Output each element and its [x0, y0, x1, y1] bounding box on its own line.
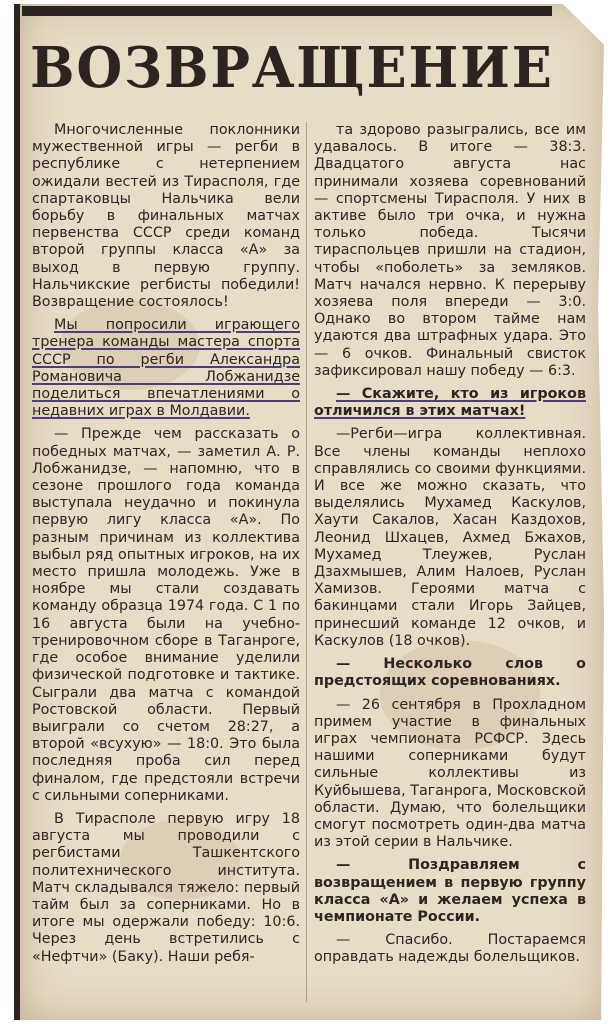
- paragraph-players: —Регби—игра коллективная. Все члены команды неплохо справлялись со своими функциями. И все же можно сказать, что выделялись Мухамед Каскулов, Хаути Сакалов, Хасан Каздохов, Леонид Шхацев, Ахмед Бжахов, Мухамед Тлеужев, Руслан Дзахмышев, Алим Налоев, Руслан Хамизов. Героями матча с бакинцами стали Игорь Зайцев, принесший команде 12 очков, и Каскулов (18 очков).: [314, 426, 586, 649]
- paragraph-thanks: — Спасибо. Постараемся оправдать надежды болельщиков.: [314, 932, 586, 966]
- column-divider: [306, 122, 307, 1002]
- paragraph-continuation: та здорово разыгрались, все им удавалось. В итоге — 38:3. Двадцатого августа нас принимали хозяева соревнований — спортсмены Тирасполя. У них в активе было три очка, и нужна только победа. Тысячи тираспольцев пришли на стадион, чтобы «поболеть» за земляков. Матч начался нервно. К перерыву хозяева поля впереди — 3:0. Однако во втором тайме нам удаются два штрафных удара. Это — 6 очков. Финальный свисток зафиксировал нашу победу — 6:3.: [314, 122, 586, 379]
- paragraph-answer: — Прежде чем рассказать о победных матчах, — заметил А. Р. Лобжанидзе, — напомню, что в сезоне прошлого года команда выступала неудачно и покинула первую лигу класса «А». По разным причинам из коллектива выбыл ряд опытных игроков, на их место пришла молодежь. Уже в ноябре мы стали создавать команду образца 1974 года. С 1 по 16 августа были на учебно-тренировочном сборе в Таганроге, где особое внимание уделили физической подготовке и тактике. Сыграли два матча с командой Ростовской области. Первый выиграли со счетом 28:27, а второй «всухую» — 18:0. Это была последняя проба сил перед финалом, где предстояли встречи с сильными соперниками.: [32, 426, 300, 804]
- question-players: — Скажите, кто из игроков отличился в этих матчах!: [314, 386, 586, 420]
- paragraph-request: Мы попросили играющего тренера команды мастера спорта СССР по регби Александра Романовича Лобжанидзе поделиться впечатлениями о недавних играх в Молдавии.: [32, 317, 300, 420]
- paragraph-intro: Многочисленные поклонники мужественной игры — регби в республике с нетерпением ожидали вестей из Тирасполя, где спартаковцы Нальчика вели борьбу в финальных матчах первенства СССР среди команд второй группы класса «А» за выход в первую группу. Нальчикские регбисты победили! Возвращение состоялось!: [32, 122, 300, 311]
- article-right-column: [314, 122, 586, 967]
- article-headline: ВОЗВРАЩЕНИЕ: [30, 35, 554, 101]
- paragraph-tiraspol: В Тирасполе первую игру 18 августа мы проводили с регбистами Ташкентского политехнического института. Матч складывался тяжело: первый тайм был за соперниками. Но в итоге мы одержали победу: 10:6. Через день встретились с «Нефтчи» (Баку). Наши ребя-: [32, 810, 300, 965]
- question-congrats: — Поздравляем с возвращением в первую группу класса «А» и желаем успеха в чемпионате России.: [314, 857, 586, 925]
- article-left-column: [32, 122, 300, 966]
- paragraph-upcoming: — 26 сентября в Прохладном примем участие в финальных играх чемпионата РСФСР. Здесь нашими соперниками будут сильные коллективы из Куйбышева, Таганрога, Московской области. Думаю, что болельщики смогут посмотреть один-два матча из этой серии в Нальчике.: [314, 696, 586, 851]
- top-rule: [22, 6, 552, 16]
- question-upcoming: — Несколько слов о предстоящих соревнованиях.: [314, 656, 586, 690]
